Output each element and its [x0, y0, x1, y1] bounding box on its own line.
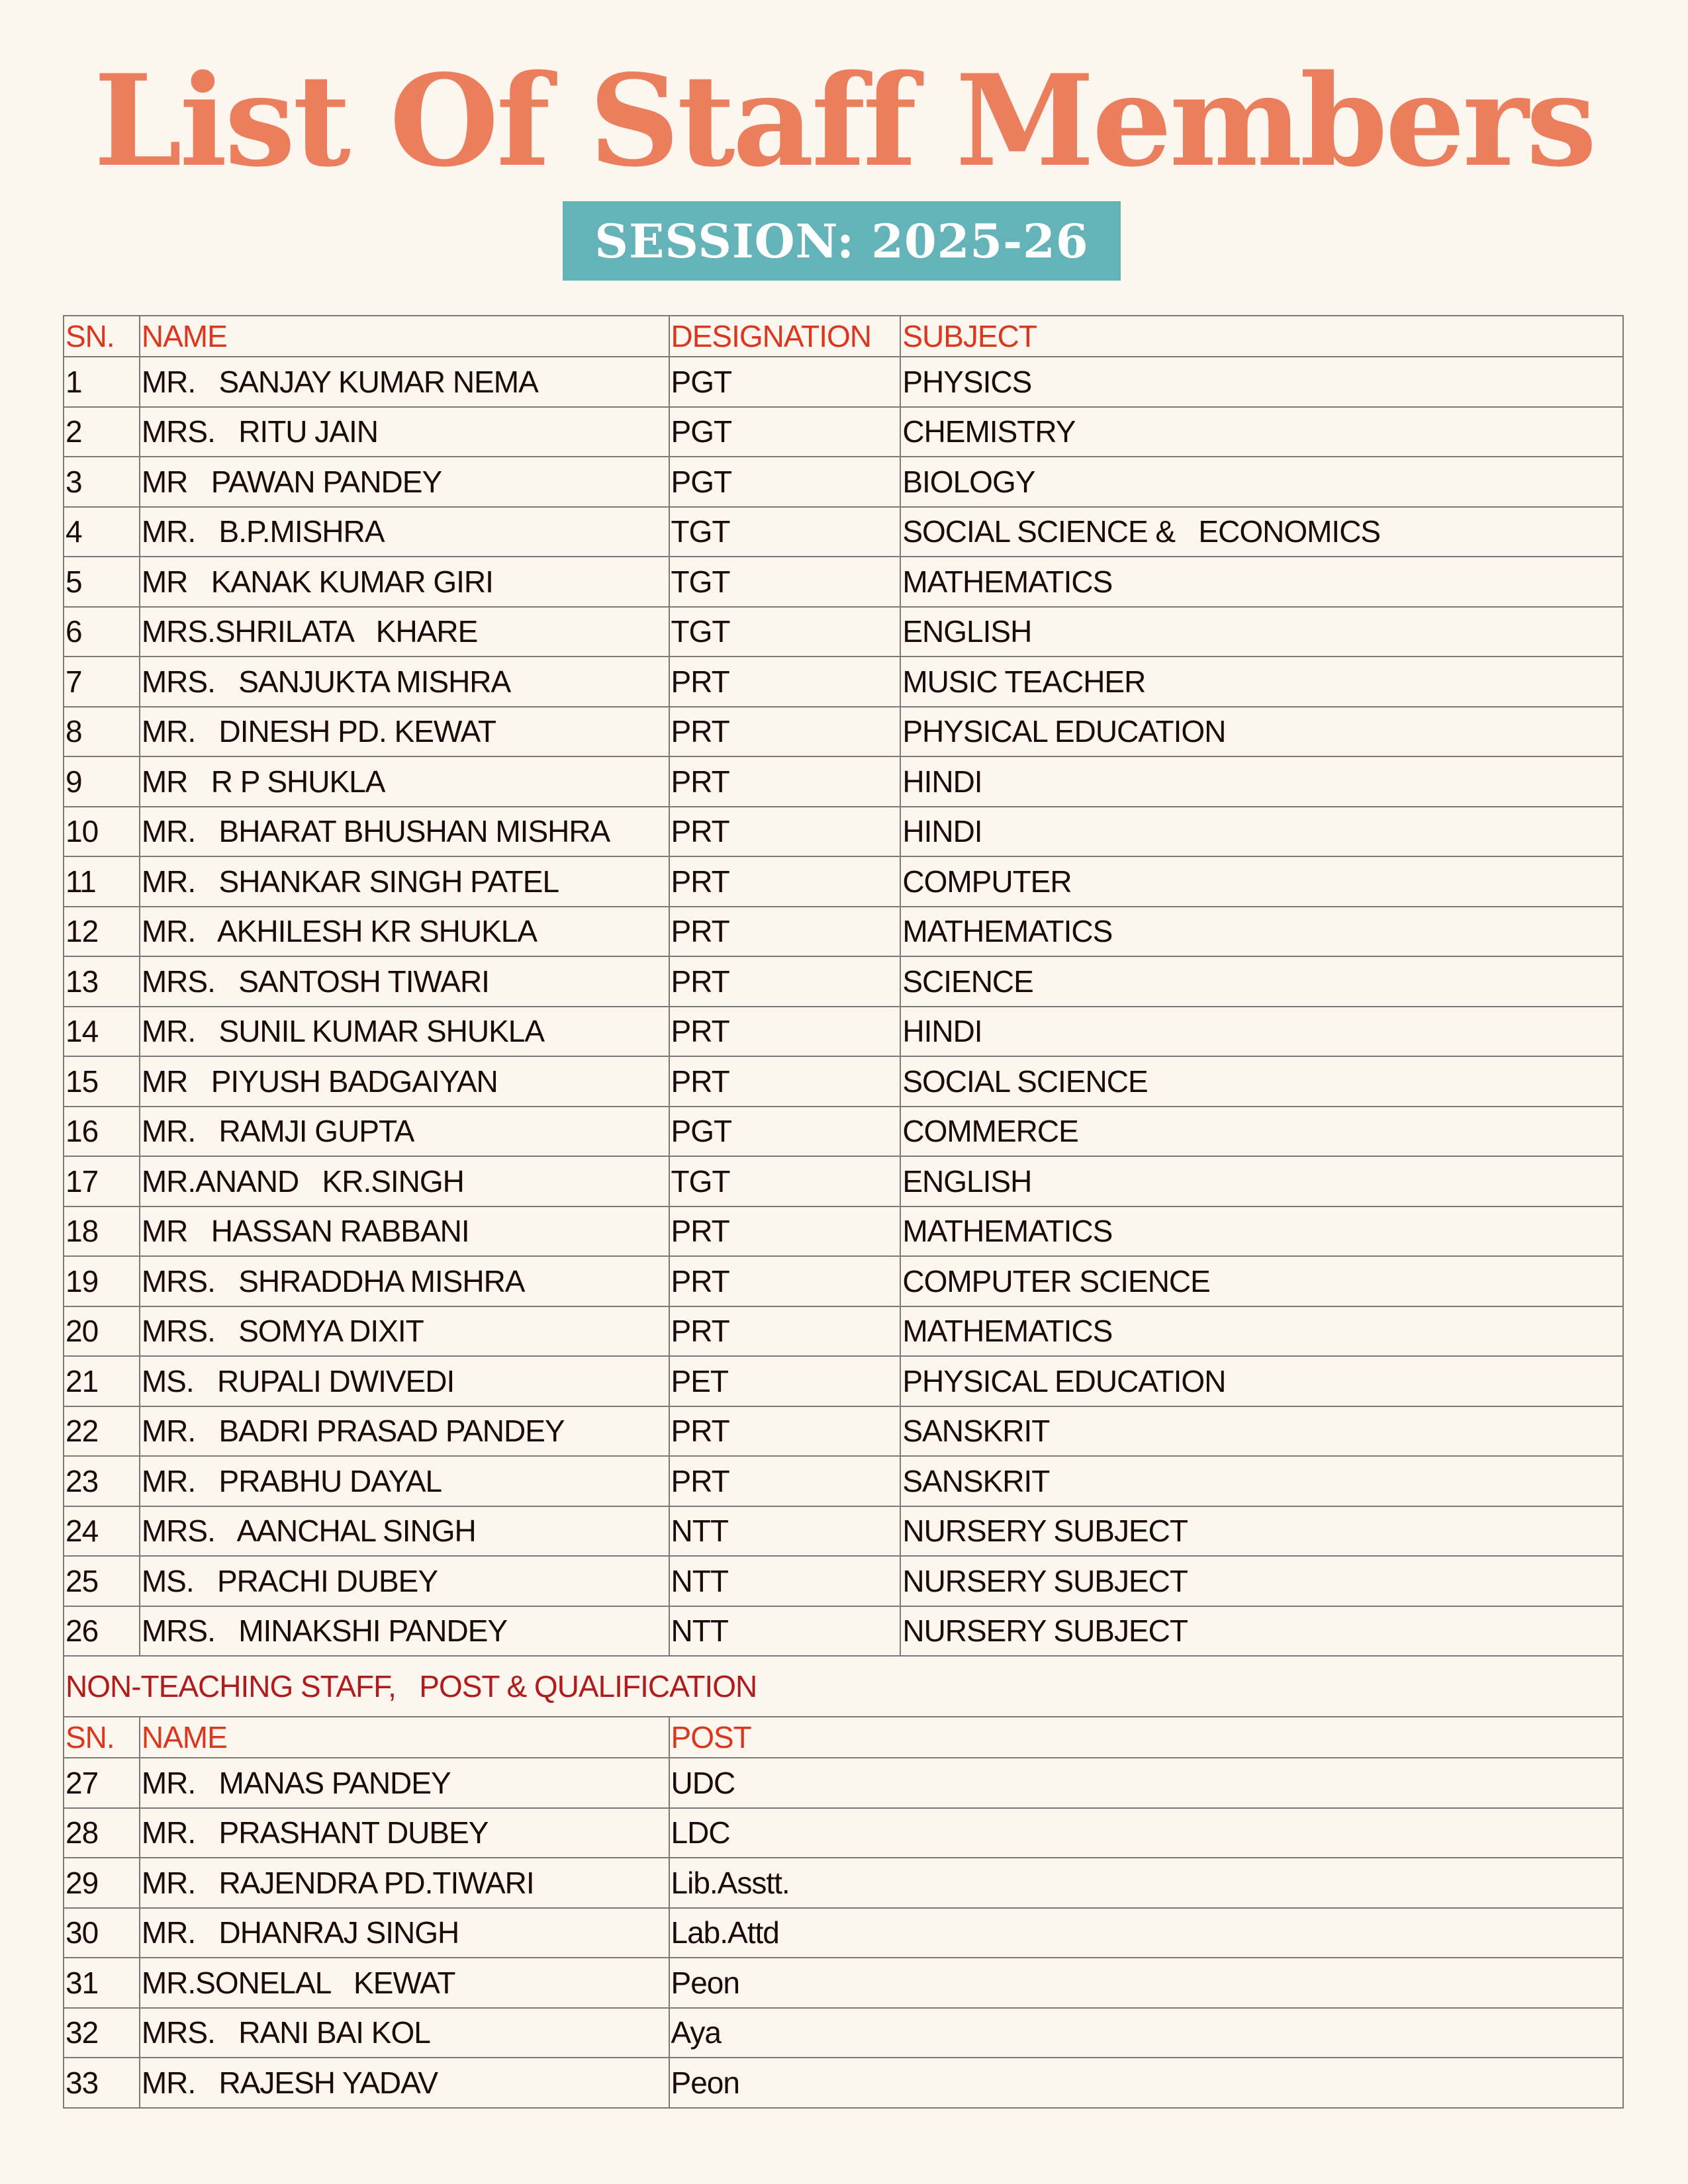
teaching-staff-row — [64, 1506, 1623, 1557]
cell-sn: 21 — [64, 1356, 140, 1406]
teaching-staff-row — [64, 856, 1623, 907]
header-subject: SUBJECT — [900, 316, 1623, 357]
non-teaching-staff-row — [64, 2058, 1623, 2108]
teaching-staff-row — [64, 907, 1623, 957]
cell-sn: 27 — [64, 1758, 140, 1808]
teaching-staff-row — [64, 1007, 1623, 1057]
header-post: POST — [669, 1717, 1623, 1758]
cell-name: MR R P SHUKLA — [140, 756, 669, 807]
cell-name: MR. B.P.MISHRA — [140, 507, 669, 557]
staff-table — [63, 315, 1624, 2109]
cell-subject: HINDI — [900, 1007, 1623, 1057]
cell-subject: COMPUTER — [900, 856, 1623, 907]
cell-name: MR PIYUSH BADGAIYAN — [140, 1056, 669, 1107]
teaching-staff-row — [64, 1556, 1623, 1606]
cell-sn: 14 — [64, 1007, 140, 1057]
cell-sn: 20 — [64, 1306, 140, 1357]
cell-name: MR. SHANKAR SINGH PATEL — [140, 856, 669, 907]
teaching-staff-row — [64, 1206, 1623, 1257]
cell-designation: PGT — [669, 1107, 901, 1157]
cell-sn: 1 — [64, 357, 140, 407]
teaching-staff-row — [64, 357, 1623, 407]
non-teaching-section-title: NON-TEACHING STAFF, POST & QUALIFICATION — [64, 1656, 1623, 1717]
cell-designation: PRT — [669, 707, 901, 757]
cell-post: Peon — [669, 2058, 1623, 2108]
cell-designation: TGT — [669, 607, 901, 657]
cell-name: MR. BHARAT BHUSHAN MISHRA — [140, 807, 669, 857]
cell-name: MR.SONELAL KEWAT — [140, 1958, 669, 2008]
cell-designation: PRT — [669, 1406, 901, 1457]
teaching-staff-row — [64, 1406, 1623, 1457]
teaching-staff-row — [64, 756, 1623, 807]
cell-subject: COMMERCE — [900, 1107, 1623, 1157]
cell-designation: NTT — [669, 1606, 901, 1657]
cell-name: MRS. MINAKSHI PANDEY — [140, 1606, 669, 1657]
cell-name: MR.ANAND KR.SINGH — [140, 1156, 669, 1206]
teaching-staff-row — [64, 557, 1623, 607]
cell-name: MRS.SHRILATA KHARE — [140, 607, 669, 657]
cell-sn: 2 — [64, 407, 140, 457]
cell-post: LDC — [669, 1808, 1623, 1858]
cell-sn: 16 — [64, 1107, 140, 1157]
cell-subject: ENGLISH — [900, 607, 1623, 657]
header-sn: SN. — [64, 316, 140, 357]
cell-subject: MATHEMATICS — [900, 1206, 1623, 1257]
cell-sn: 12 — [64, 907, 140, 957]
cell-sn: 13 — [64, 956, 140, 1007]
cell-sn: 33 — [64, 2058, 140, 2108]
cell-sn: 8 — [64, 707, 140, 757]
cell-name: MS. RUPALI DWIVEDI — [140, 1356, 669, 1406]
cell-sn: 22 — [64, 1406, 140, 1457]
cell-name: MR. AKHILESH KR SHUKLA — [140, 907, 669, 957]
cell-designation: PRT — [669, 1206, 901, 1257]
header-name: NAME — [140, 316, 669, 357]
teaching-staff-row — [64, 1256, 1623, 1306]
session-badge: SESSION: 2025-26 — [563, 201, 1121, 281]
cell-name: MR. RAJESH YADAV — [140, 2058, 669, 2108]
cell-name: MRS. AANCHAL SINGH — [140, 1506, 669, 1557]
teaching-staff-row — [64, 807, 1623, 857]
cell-sn: 23 — [64, 1456, 140, 1506]
non-teaching-header-row — [64, 1717, 1623, 1758]
cell-sn: 25 — [64, 1556, 140, 1606]
cell-designation: PRT — [669, 1007, 901, 1057]
cell-post: Aya — [669, 2008, 1623, 2058]
cell-sn: 9 — [64, 756, 140, 807]
teaching-staff-row — [64, 1306, 1623, 1357]
teaching-staff-row — [64, 1356, 1623, 1406]
teaching-staff-row — [64, 457, 1623, 507]
cell-sn: 11 — [64, 856, 140, 907]
non-teaching-staff-row — [64, 1908, 1623, 1958]
cell-subject: COMPUTER SCIENCE — [900, 1256, 1623, 1306]
teaching-staff-row — [64, 1606, 1623, 1657]
cell-name: MR. RAJENDRA PD.TIWARI — [140, 1858, 669, 1908]
cell-subject: SANSKRIT — [900, 1456, 1623, 1506]
cell-sn: 26 — [64, 1606, 140, 1657]
teaching-staff-row — [64, 607, 1623, 657]
cell-sn: 17 — [64, 1156, 140, 1206]
cell-subject: NURSERY SUBJECT — [900, 1556, 1623, 1606]
cell-sn: 30 — [64, 1908, 140, 1958]
non-teaching-staff-row — [64, 1958, 1623, 2008]
cell-name: MR. MANAS PANDEY — [140, 1758, 669, 1808]
cell-name: MR. DHANRAJ SINGH — [140, 1908, 669, 1958]
cell-sn: 3 — [64, 457, 140, 507]
cell-name: MRS. SHRADDHA MISHRA — [140, 1256, 669, 1306]
cell-designation: PRT — [669, 1306, 901, 1357]
cell-sn: 18 — [64, 1206, 140, 1257]
cell-designation: PRT — [669, 1256, 901, 1306]
teaching-staff-row — [64, 507, 1623, 557]
cell-subject: PHYSICS — [900, 357, 1623, 407]
teaching-staff-row — [64, 956, 1623, 1007]
cell-subject: HINDI — [900, 807, 1623, 857]
cell-subject: SANSKRIT — [900, 1406, 1623, 1457]
cell-subject: SCIENCE — [900, 956, 1623, 1007]
cell-designation: PGT — [669, 407, 901, 457]
teaching-staff-row — [64, 407, 1623, 457]
cell-name: MRS. SOMYA DIXIT — [140, 1306, 669, 1357]
cell-name: MR. SUNIL KUMAR SHUKLA — [140, 1007, 669, 1057]
page-title: List Of Staff Members — [93, 47, 1595, 195]
cell-designation: TGT — [669, 1156, 901, 1206]
non-teaching-section-row — [64, 1656, 1623, 1717]
cell-sn: 31 — [64, 1958, 140, 2008]
cell-designation: PRT — [669, 807, 901, 857]
cell-designation: PET — [669, 1356, 901, 1406]
cell-subject: PHYSICAL EDUCATION — [900, 1356, 1623, 1406]
cell-designation: PRT — [669, 1456, 901, 1506]
cell-subject: SOCIAL SCIENCE — [900, 1056, 1623, 1107]
cell-sn: 7 — [64, 657, 140, 707]
cell-subject: HINDI — [900, 756, 1623, 807]
cell-post: Lib.Asstt. — [669, 1858, 1623, 1908]
cell-sn: 4 — [64, 507, 140, 557]
cell-designation: PRT — [669, 1056, 901, 1107]
cell-sn: 29 — [64, 1858, 140, 1908]
header-sn: SN. — [64, 1717, 140, 1758]
cell-name: MR PAWAN PANDEY — [140, 457, 669, 507]
cell-name: MR. PRASHANT DUBEY — [140, 1808, 669, 1858]
header-name: NAME — [140, 1717, 669, 1758]
non-teaching-staff-row — [64, 1758, 1623, 1808]
cell-designation: TGT — [669, 557, 901, 607]
teaching-staff-row — [64, 1456, 1623, 1506]
cell-sn: 24 — [64, 1506, 140, 1557]
non-teaching-staff-row — [64, 1858, 1623, 1908]
cell-sn: 5 — [64, 557, 140, 607]
teaching-staff-row — [64, 1056, 1623, 1107]
cell-designation: PGT — [669, 357, 901, 407]
cell-designation: PRT — [669, 756, 901, 807]
cell-subject: ENGLISH — [900, 1156, 1623, 1206]
cell-subject: NURSERY SUBJECT — [900, 1606, 1623, 1657]
teaching-staff-row — [64, 657, 1623, 707]
cell-sn: 19 — [64, 1256, 140, 1306]
cell-name: MR. SANJAY KUMAR NEMA — [140, 357, 669, 407]
cell-name: MRS. RITU JAIN — [140, 407, 669, 457]
cell-name: MR HASSAN RABBANI — [140, 1206, 669, 1257]
cell-designation: PGT — [669, 457, 901, 507]
cell-designation: PRT — [669, 907, 901, 957]
cell-post: UDC — [669, 1758, 1623, 1808]
teaching-staff-row — [64, 1107, 1623, 1157]
cell-subject: NURSERY SUBJECT — [900, 1506, 1623, 1557]
cell-name: MR. BADRI PRASAD PANDEY — [140, 1406, 669, 1457]
header-designation: DESIGNATION — [669, 316, 901, 357]
non-teaching-staff-row — [64, 2008, 1623, 2058]
cell-name: MR. DINESH PD. KEWAT — [140, 707, 669, 757]
cell-subject: PHYSICAL EDUCATION — [900, 707, 1623, 757]
cell-post: Peon — [669, 1958, 1623, 2008]
cell-name: MS. PRACHI DUBEY — [140, 1556, 669, 1606]
cell-designation: PRT — [669, 956, 901, 1007]
cell-name: MR. RAMJI GUPTA — [140, 1107, 669, 1157]
cell-designation: NTT — [669, 1556, 901, 1606]
cell-subject: MATHEMATICS — [900, 907, 1623, 957]
teaching-header-row — [64, 316, 1623, 357]
cell-designation: NTT — [669, 1506, 901, 1557]
cell-name: MRS. SANTOSH TIWARI — [140, 956, 669, 1007]
teaching-staff-row — [64, 707, 1623, 757]
cell-name: MR KANAK KUMAR GIRI — [140, 557, 669, 607]
cell-name: MRS. RANI BAI KOL — [140, 2008, 669, 2058]
cell-name: MRS. SANJUKTA MISHRA — [140, 657, 669, 707]
cell-sn: 15 — [64, 1056, 140, 1107]
cell-subject: BIOLOGY — [900, 457, 1623, 507]
non-teaching-staff-row — [64, 1808, 1623, 1858]
teaching-staff-row — [64, 1156, 1623, 1206]
cell-designation: PRT — [669, 856, 901, 907]
cell-subject: MUSIC TEACHER — [900, 657, 1623, 707]
cell-sn: 10 — [64, 807, 140, 857]
cell-designation: TGT — [669, 507, 901, 557]
cell-name: MR. PRABHU DAYAL — [140, 1456, 669, 1506]
cell-subject: MATHEMATICS — [900, 1306, 1623, 1357]
cell-subject: CHEMISTRY — [900, 407, 1623, 457]
cell-subject: MATHEMATICS — [900, 557, 1623, 607]
cell-designation: PRT — [669, 657, 901, 707]
cell-sn: 6 — [64, 607, 140, 657]
cell-subject: SOCIAL SCIENCE & ECONOMICS — [900, 507, 1623, 557]
cell-sn: 28 — [64, 1808, 140, 1858]
cell-sn: 32 — [64, 2008, 140, 2058]
cell-post: Lab.Attd — [669, 1908, 1623, 1958]
